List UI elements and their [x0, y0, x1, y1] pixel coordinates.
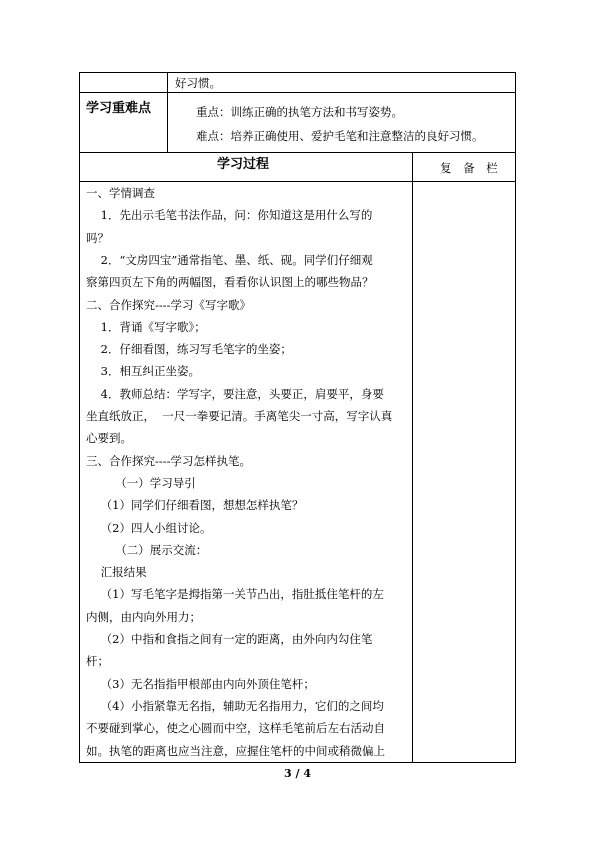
content-line: （2）四人小组讨论。	[86, 520, 212, 535]
table-rule	[167, 72, 168, 152]
content-line: 二、合作探究----学习《写字歌》	[86, 297, 252, 312]
table-rule	[79, 72, 516, 73]
content-line: （2）中指和食指之间有一定的距离，由外向内勾住笔	[86, 632, 373, 646]
table-rule	[515, 72, 516, 763]
content-line: 3．相互纠正坐姿。	[86, 364, 200, 379]
table-rule	[79, 72, 80, 763]
content-line: 察第四页左下角的两幅图，看看你认识图上的哪些物品？	[86, 275, 374, 290]
content-line: 1．背诵《写字歌》；	[86, 319, 206, 334]
content-line: 2．“文房四宝”通常指笔、墨、纸、砚。同学们仔细观	[86, 252, 373, 267]
table-rule	[79, 92, 516, 93]
table-rule	[79, 762, 516, 763]
process-heading: 学习过程	[217, 157, 270, 172]
content-line: （4）小指紧靠无名指，辅助无名指用力，它们的之间均	[86, 698, 384, 713]
key-point: 重点：训练正确的执笔方法和书写姿势。	[196, 105, 403, 119]
table-rule	[412, 152, 413, 763]
content-line: 1．先出示毛笔书法作品，问：你知道这是用什么写的	[86, 208, 373, 223]
focus-label: 学习重难点	[86, 101, 152, 116]
content-line: 如。执笔的距离也应当注意，应握住笔杆的中间或稍微偏上	[86, 743, 385, 758]
difficult-point: 难点：培养正确使用、爱护毛笔和注意整洁的良好习惯。	[196, 129, 484, 143]
content-line: 三、合作探究----学习怎样执笔。	[86, 453, 252, 468]
content-line: （1）写毛笔字是拇指第一关节凸出，指肚抵住笔杆的左	[86, 587, 384, 602]
content-line: 汇报结果	[86, 565, 147, 580]
content-line: 内侧，由内向外用力；	[86, 609, 201, 624]
top-row-text: 好习惯。	[175, 76, 221, 90]
content-line: （二）展示交流：	[86, 542, 208, 557]
content-line: 一、学情调查	[86, 186, 155, 200]
content-line: （3）无名指指甲根部由内向外顶住笔杆；	[86, 676, 315, 691]
page-number: 3 / 4	[284, 767, 311, 780]
content-line: （1）同学们仔细看图，想想怎样执笔？	[86, 498, 304, 513]
table-rule	[79, 181, 516, 182]
content-line: 4．教师总结：学写字，要注意，头要正，肩要平，身要	[86, 386, 384, 401]
content-line: 坐直纸放正， 一尺一拳要记清。手离笔尖一寸高，写字认真	[86, 409, 393, 423]
content-line: 心要到。	[86, 431, 132, 446]
content-line: 不要碰到掌心，使之心圆而中空，这样毛笔前后左右活动自	[86, 721, 385, 736]
content-line: （一）学习导引	[86, 475, 196, 490]
content-line: 杆；	[86, 654, 109, 669]
notes-heading: 复 备 栏	[440, 161, 502, 175]
content-line: 2．仔细看图，练习写毛笔字的坐姿；	[86, 342, 292, 357]
table-rule	[79, 152, 516, 153]
content-line: 吗？	[86, 230, 109, 245]
